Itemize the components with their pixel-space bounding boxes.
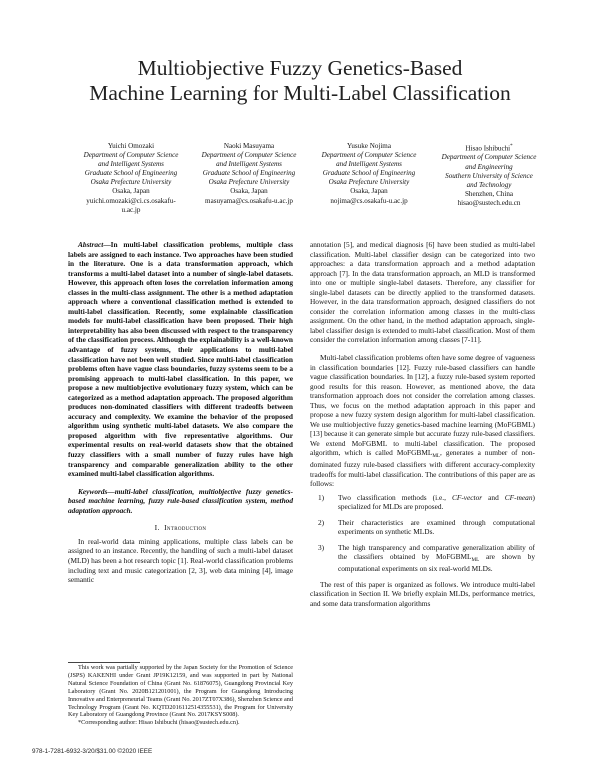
author-dept2: and Intelligent Systems (98, 160, 164, 169)
keywords (68, 487, 293, 516)
paper-title (40, 56, 560, 106)
author-school: Graduate School of Engineering (322, 169, 416, 178)
title-line-1: Multiobjective Fuzzy Genetics-Based (137, 56, 463, 80)
author-email: hisao@sustech.edu.cn (457, 198, 521, 207)
author-school: Graduate School of Engineering (84, 169, 178, 178)
keywords-label: Keywords (78, 486, 108, 496)
right-column (310, 240, 535, 612)
section-title: Introduction (164, 523, 207, 533)
subscript-ml: ML (432, 452, 441, 459)
corresponding-footnote: *Corresponding author: Hisao Ishibuchi (hisao@sustech.edu.cn). (78, 719, 240, 727)
author-dept2: and Intelligent Systems (216, 160, 282, 169)
footnotes (68, 664, 293, 727)
author-name: Hisao Ishibuchi* (465, 144, 513, 153)
author-email: masuyama@cs.osakafu-u.ac.jp (205, 196, 293, 205)
author-email-cont: u.ac.jp (121, 205, 141, 214)
author-university: and Technology (466, 180, 512, 189)
author-name: Naoki Masuyama (223, 142, 275, 150)
author-dept: Department of Computer Science (321, 151, 417, 160)
author-university: Osaka Prefecture University (208, 178, 290, 187)
author-name: Yuichi Omozaki (107, 142, 155, 150)
abstract-label: Abstract (78, 240, 104, 249)
author-1 (68, 142, 194, 215)
abstract (68, 240, 293, 479)
footnote-rule (68, 662, 140, 663)
author-dept2: and Intelligent Systems (336, 160, 402, 169)
paragraph-contributions: Multi-label classification problems often have some degree of vagueness in classification boundaries [12]. Fuzzy rule-based classifiers can handle vague classification boundaries. In [12], a fuzzy rule-based system reported good results for this reason. However, as mentioned above, the data transformation approach does not consider the correlation among classes. Thus, we focus on the method adaptation approach in this paper and propose a new fuzzy system design algorithm for multi-label classification. We use multiobjective fuzzy genetics-based machine learning (MoFGBML) [13] because it can generate simple but accurate fuzzy rule-based classifiers. We extend MoFGBML to multi-label classification. The proposed algorithm, which is called MoFGBML$_{ML}$, generates a number of non-dominated fuzzy rule-based classifiers with different accuracy-complexity tradeoffs for multi-label classification. The contributions of this paper are as follows: (310, 353, 535, 489)
list-item: 1) Two classification methods (i.e., CF-vector and CF-mean) specialized for MLDs are proposed. (318, 492, 535, 512)
author-city: Osaka, Japan (112, 187, 150, 196)
title-line-2: Machine Learning for Multi-Label Classification (89, 81, 511, 105)
author-dept: Department of Computer Science (201, 151, 297, 160)
author-name: Yusuke Nojima (347, 142, 391, 150)
section-number: I. (154, 523, 160, 533)
corresponding-mark: * (510, 144, 513, 149)
author-email: nojima@cs.osakafu-u.ac.jp (330, 196, 408, 205)
paragraph-organization: The rest of this paper is organized as follows. We introduce multi-label classification in Section II. We briefly explain MLDs, performance metrics, and some data transformation algorithms (310, 579, 535, 608)
author-dept: Department of Computer Science (83, 151, 179, 160)
keywords-text: —multi-label classification, multiobjective fuzzy genetics-based machine learning, fuzzy rule-based classification system, method adaptation approach. (68, 486, 293, 515)
paragraph-continuation: annotation [5], and medical diagnosis [6] have been studied as multi-label classification. Multi-label classifier design can be categorized into two approaches: a data transformation approach and a method adaptation approach [7]. In the data transformation approach, an MLD is transformed into one or multiple single-label datasets. Therefore, any classifier for single-label datasets can be directly applied to the transformed datasets. However, in the data transformation approach, designed classifiers do not consider the correlation information among classes in the multi-class assignment. On the other hand, in the method adaptation approach, single-label classifier design is extended to multi-label classification. Most of them consider the correlation information among classes [7-11]. (310, 240, 535, 345)
author-2 (186, 142, 312, 206)
author-dept2: and Engineering (465, 162, 513, 171)
author-school: Southern University of Science (445, 171, 533, 180)
author-university: Osaka Prefecture University (328, 178, 410, 187)
left-column (68, 240, 293, 589)
contribution-list (310, 493, 535, 574)
intro-paragraph: In real-world data mining applications, multiple class labels can be assigned to an instance. Recently, the handling of such a multi-label dataset (MLD) has been a hot research topic [1]. Real-world classification problems including text and music categorization [2, 3], web data mining [4], image semantic (68, 536, 293, 585)
author-university: Osaka Prefecture University (90, 178, 172, 187)
author-school: Graduate School of Engineering (202, 169, 296, 178)
author-city: Osaka, Japan (350, 187, 388, 196)
author-email: yuichi.omozaki@ci.cs.osakafu- (86, 196, 176, 205)
author-city: Shenzhen, China (464, 189, 514, 198)
author-4 (426, 142, 552, 208)
funding-footnote: This work was partially supported by the Japan Society for the Promotion of Science (JSPS) KAKENHI under Grant JP19K12159, and was supported in part by National Natural Science Foundation of China (Grant No. 61876075), Guangdong Provincial Key Laboratory (Grant No. 2020B121201001), the Program for Guangdong Introducing Innovative and Enterpreneurial Teams (Grant No. 2017ZT07X386), Shenzhen Science and Technology Program (Grant No. KQTD2016112514355531), the Program for University Key Laboratory of Guangdong Province (Grant No. 2017KSYS008). (68, 664, 293, 719)
abstract-text: —In multi-label classification problems, multiple class labels are assigned to each instance. Two approaches have been studied in the literature. One is a data transformation approach, which transforms a multi-label dataset into a number of single-label datasets. However, this approach often loses the correlation information among classes in the multi-class assignment. The other is a method adaptation approach where a conventional classification method is extended to multi-label classification. Recently, some explainable classification models for multi-label classification have been proposed. Their high interpretability has also been discussed with respect to the transparency of the classification process. Although the explainability is a well-known advantage of fuzzy systems, their applications to multi-label classification have not been well studied. Since multi-label classification problems often have vague class boundaries, fuzzy systems seem to be a promising approach to multi-label classification. In this paper, we propose a new multiobjective evolutionary fuzzy system, which can be categorized as a method adaptation approach. The proposed algorithm produces non-dominated classifiers with different tradeoffs between accuracy and complexity. We examine the behavior of the proposed algorithm using synthetic multi-label datasets. We also compare the proposed algorithm with five representative algorithms. Our experimental results on real-world datasets show that the obtained fuzzy classifiers with a small number of fuzzy rules have high transparency and comparable generalization ability to the other examined multi-label classification algorithms. (68, 240, 294, 479)
list-item: 2) Their characteristics are examined through computational experiments on synthetic MLDs. (318, 517, 535, 537)
section-heading-introduction (68, 523, 293, 533)
copyright-notice: 978-1-7281-6932-3/20/$31.00 ©2020 IEEE (32, 748, 153, 755)
author-dept: Department of Computer Science (441, 153, 537, 162)
author-city: Osaka, Japan (230, 187, 268, 196)
author-3 (306, 142, 432, 206)
list-item: 3) The high transparency and comparative generalization ability of the classifiers obtained by MoFGBML$_{ML}$ are shown by computational experiments on six real-world MLDs. (318, 542, 535, 573)
